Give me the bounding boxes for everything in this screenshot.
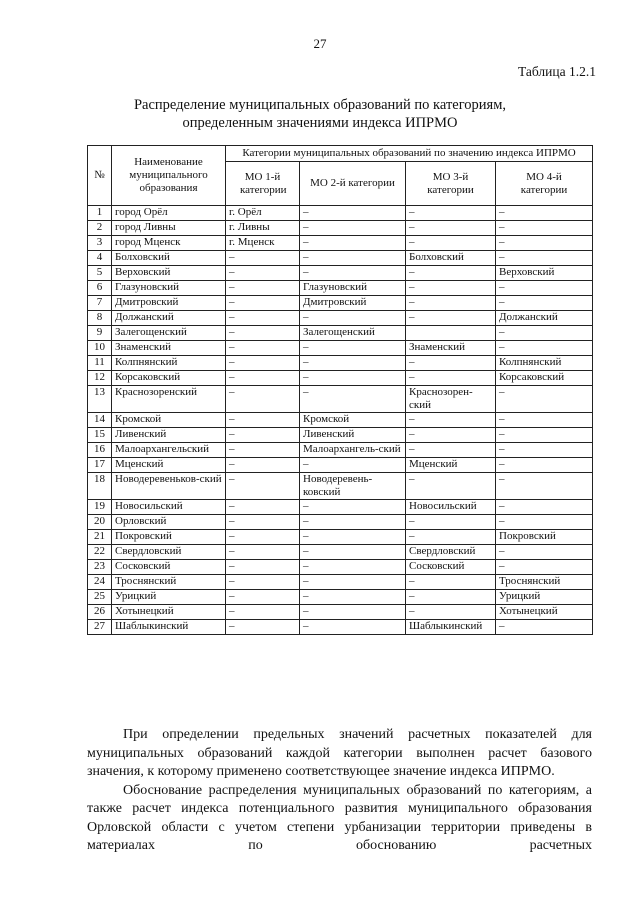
category-3-cell: Сосковский [406,560,496,575]
row-number: 19 [88,500,112,515]
table-row [88,413,593,428]
title-line-2: определенным значениями индекса ИПРМО [182,115,458,131]
municipality-name: город Мценск [112,236,226,251]
row-number: 27 [88,620,112,635]
municipality-name: город Ливны [112,221,226,236]
row-number: 10 [88,341,112,356]
category-3-cell: – [406,311,496,326]
table-row [88,281,593,296]
header-number: № [88,146,112,206]
table-row [88,545,593,560]
category-4-cell: Хотынецкий [496,605,593,620]
row-number: 21 [88,530,112,545]
category-4-cell: – [496,251,593,266]
paragraph-2: Обоснование распределения муниципальных образований по категориям, а также расчет индекса потенциального развития муниципального образования Орловской области с учетом степени урбанизации территории приведены в материалах по обоснованию расчетных [87,782,592,853]
category-2-cell: – [300,341,406,356]
row-number: 14 [88,413,112,428]
title-line-1: Распределение муниципальных образований по категориям, [133,97,507,113]
category-3-cell: Краснозорен-ский [406,386,496,413]
category-4-cell: – [496,281,593,296]
category-2-cell: Дмитровский [300,296,406,311]
category-2-cell: – [300,500,406,515]
category-4-cell: – [496,560,593,575]
category-3-cell: – [406,473,496,500]
row-number: 8 [88,311,112,326]
category-4-cell: Покровский [496,530,593,545]
category-1-cell: – [226,575,300,590]
category-1-cell: – [226,605,300,620]
category-2-cell: – [300,311,406,326]
category-2-cell: – [300,530,406,545]
category-4-cell: – [496,473,593,500]
municipality-name: Кромской [112,413,226,428]
row-number: 13 [88,386,112,413]
category-1-cell: – [226,545,300,560]
category-1-cell: г. Ливны [226,221,300,236]
category-2-cell: – [300,206,406,221]
row-number: 15 [88,428,112,443]
page-number: 27 [313,36,327,51]
row-number: 23 [88,560,112,575]
category-4-cell: – [496,413,593,428]
row-number: 1 [88,206,112,221]
municipality-name: город Орёл [112,206,226,221]
paragraph-1: При определении предельных значений расчетных показателей для муниципальных образований каждой категории выполнен расчет базового значения, к которому применено соответствующее значение индекса ИПРМО. [87,727,592,779]
category-2-cell: – [300,386,406,413]
table-row [88,386,593,413]
municipality-name: Троснянский [112,575,226,590]
category-1-cell: – [226,590,300,605]
category-2-cell: – [300,605,406,620]
document-title [0,96,640,132]
table-row [88,326,593,341]
table-row [88,605,593,620]
category-4-cell: Урицкий [496,590,593,605]
category-3-cell: Болховский [406,251,496,266]
header-name: Наименование муниципального образования [112,146,226,206]
category-1-cell: г. Мценск [226,236,300,251]
municipality-name: Должанский [112,311,226,326]
category-3-cell: – [406,281,496,296]
header-category-1: МО 1-й категории [226,162,300,206]
municipality-name: Малоархангельский [112,443,226,458]
category-2-cell: – [300,221,406,236]
table-row [88,590,593,605]
category-3-cell: – [406,530,496,545]
category-2-cell: Залегощенский [300,326,406,341]
category-1-cell: – [226,251,300,266]
category-2-cell: Малоархангель-ский [300,443,406,458]
category-1-cell: – [226,443,300,458]
row-number: 9 [88,326,112,341]
category-2-cell: Ливенский [300,428,406,443]
municipality-name: Ливенский [112,428,226,443]
category-1-cell: – [226,515,300,530]
category-1-cell: – [226,500,300,515]
row-number: 26 [88,605,112,620]
row-number: 5 [88,266,112,281]
category-3-cell: – [406,575,496,590]
category-1-cell: – [226,458,300,473]
table-row [88,500,593,515]
table-row [88,266,593,281]
category-4-cell: – [496,386,593,413]
category-3-cell: – [406,605,496,620]
category-2-cell: Кромской [300,413,406,428]
municipality-name: Колпнянский [112,356,226,371]
category-3-cell: – [406,515,496,530]
category-3-cell: Знаменский [406,341,496,356]
category-3-cell: – [406,221,496,236]
category-4-cell: – [496,236,593,251]
category-3-cell: – [406,590,496,605]
table-row [88,221,593,236]
municipality-name: Урицкий [112,590,226,605]
municipality-name: Знаменский [112,341,226,356]
category-1-cell: – [226,341,300,356]
category-3-cell: Шаблыкинский [406,620,496,635]
category-4-cell: Должанский [496,311,593,326]
category-1-cell: – [226,530,300,545]
table-caption: Таблица 1.2.1 [518,64,596,79]
municipality-name: Покровский [112,530,226,545]
category-4-cell: – [496,620,593,635]
table-row [88,296,593,311]
category-4-cell: Колпнянский [496,356,593,371]
category-3-cell: Свердловский [406,545,496,560]
category-3-cell: – [406,371,496,386]
municipality-name: Болховский [112,251,226,266]
table-row [88,311,593,326]
category-2-cell: – [300,575,406,590]
municipality-name: Орловский [112,515,226,530]
category-4-cell: Троснянский [496,575,593,590]
category-3-cell: – [406,206,496,221]
category-4-cell: – [496,326,593,341]
category-1-cell: – [226,356,300,371]
category-4-cell: – [496,428,593,443]
category-3-cell: – [406,296,496,311]
header-category-3: МО 3-й категории [406,162,496,206]
category-2-cell: – [300,458,406,473]
body-text [87,726,592,856]
category-1-cell: – [226,266,300,281]
category-4-cell: – [496,443,593,458]
table-row [88,530,593,545]
table-row [88,356,593,371]
category-4-cell: Верховский [496,266,593,281]
municipality-name: Хотынецкий [112,605,226,620]
row-number: 6 [88,281,112,296]
category-3-cell [406,326,496,341]
row-number: 22 [88,545,112,560]
category-4-cell: – [496,341,593,356]
table-row [88,620,593,635]
category-1-cell: – [226,620,300,635]
category-1-cell: г. Орёл [226,206,300,221]
category-3-cell: – [406,443,496,458]
category-4-cell: – [496,515,593,530]
header-category-4: МО 4-й категории [496,162,593,206]
category-2-cell: Новодеревень-ковский [300,473,406,500]
category-2-cell: – [300,371,406,386]
category-2-cell: Глазуновский [300,281,406,296]
category-4-cell: – [496,206,593,221]
category-1-cell: – [226,296,300,311]
row-number: 2 [88,221,112,236]
row-number: 11 [88,356,112,371]
category-1-cell: – [226,473,300,500]
table-row [88,341,593,356]
municipality-name: Корсаковский [112,371,226,386]
table-row [88,458,593,473]
category-2-cell: – [300,545,406,560]
row-number: 24 [88,575,112,590]
municipality-name: Новодеревеньков-ский [112,473,226,500]
row-number: 3 [88,236,112,251]
row-number: 12 [88,371,112,386]
municipality-name: Краснозоренский [112,386,226,413]
municipality-name: Свердловский [112,545,226,560]
category-2-cell: – [300,251,406,266]
category-1-cell: – [226,560,300,575]
municipality-category-table [87,145,593,635]
category-4-cell: Корсаковский [496,371,593,386]
category-1-cell: – [226,386,300,413]
municipality-name: Верховский [112,266,226,281]
category-4-cell: – [496,458,593,473]
municipality-name: Дмитровский [112,296,226,311]
header-category-2: МО 2-й категории [300,162,406,206]
row-number: 18 [88,473,112,500]
category-2-cell: – [300,356,406,371]
municipality-name: Новосильский [112,500,226,515]
municipality-name: Залегощенский [112,326,226,341]
table-row [88,575,593,590]
category-4-cell: – [496,296,593,311]
row-number: 7 [88,296,112,311]
category-2-cell: – [300,590,406,605]
table-row [88,560,593,575]
category-3-cell: – [406,266,496,281]
table-row [88,428,593,443]
table-row [88,236,593,251]
category-4-cell: – [496,545,593,560]
municipality-name: Мценский [112,458,226,473]
municipality-name: Сосковский [112,560,226,575]
category-2-cell: – [300,560,406,575]
row-number: 20 [88,515,112,530]
table-row [88,515,593,530]
municipality-name: Глазуновский [112,281,226,296]
category-3-cell: Новосильский [406,500,496,515]
category-4-cell: – [496,221,593,236]
row-number: 17 [88,458,112,473]
municipality-name: Шаблыкинский [112,620,226,635]
table-row [88,206,593,221]
category-1-cell: – [226,326,300,341]
table-row [88,371,593,386]
category-3-cell: – [406,236,496,251]
category-1-cell: – [226,413,300,428]
row-number: 16 [88,443,112,458]
category-2-cell: – [300,620,406,635]
category-4-cell: – [496,500,593,515]
row-number: 25 [88,590,112,605]
category-2-cell: – [300,236,406,251]
category-3-cell: – [406,428,496,443]
category-3-cell: – [406,356,496,371]
category-3-cell: – [406,413,496,428]
category-1-cell: – [226,281,300,296]
table-row [88,251,593,266]
table-row [88,473,593,500]
category-3-cell: Мценский [406,458,496,473]
category-1-cell: – [226,428,300,443]
header-categories-group: Категории муниципальных образований по значению индекса ИПРМО [226,146,593,162]
category-1-cell: – [226,371,300,386]
category-1-cell: – [226,311,300,326]
row-number: 4 [88,251,112,266]
table-row [88,443,593,458]
category-2-cell: – [300,515,406,530]
category-2-cell: – [300,266,406,281]
